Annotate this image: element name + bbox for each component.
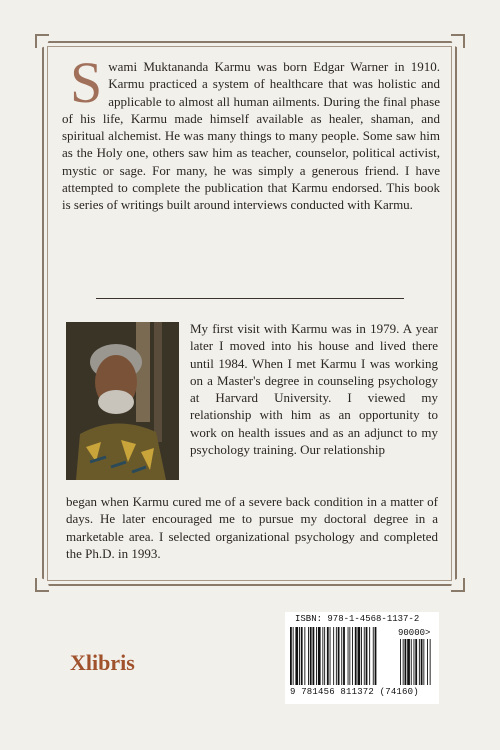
portrait-illustration	[66, 322, 179, 480]
frame-corner	[451, 578, 465, 592]
section-divider	[96, 298, 404, 299]
about-paragraph	[62, 50, 440, 214]
about-text: wami Muktananda Karmu was born Edgar Warner in 1910. Karmu practiced a system of healthcare that was holistic and applicable to almost all human ailments. During the final phase of his life, Karmu made himself available as healer, shaman, and spiritual alchemist. He was many things to many people. Some saw him as the Holy one, others saw him as teacher, counselor, political activist, mystic or sage. For many, he was simply a generous friend. I have attempted to complete the publication that Karmu endorsed. This book is series of writings built around interviews conducted with Karmu.	[62, 59, 440, 213]
barcode-bars	[290, 627, 436, 687]
drop-cap: S	[70, 50, 103, 115]
isbn-label: ISBN: 978-1-4568-1137-2	[295, 614, 420, 624]
author-paragraph-top: My first visit with Karmu was in 1979. A year later I moved into his house and lived there until 1984. When I met Karmu I was working on a Master's degree in counseling psychology at Harvard University. I viewed my relationship with him as an opportunity to work on health issues and as an adjunct to my psychology training. Our relationship	[190, 321, 438, 458]
barcode-digits: 9 781456 811372 (74160)	[290, 687, 419, 697]
author-photo	[66, 322, 179, 480]
barcode-addon: 90000>	[398, 628, 431, 638]
author-paragraph-bottom: began when Karmu cured me of a severe back condition in a matter of days. He later encouraged me to pursue my doctoral degree in a marketable area. I selected organizational psychology and completed the Ph.D. in 1993.	[66, 494, 438, 561]
publisher-logo: Xlibris	[70, 650, 135, 675]
